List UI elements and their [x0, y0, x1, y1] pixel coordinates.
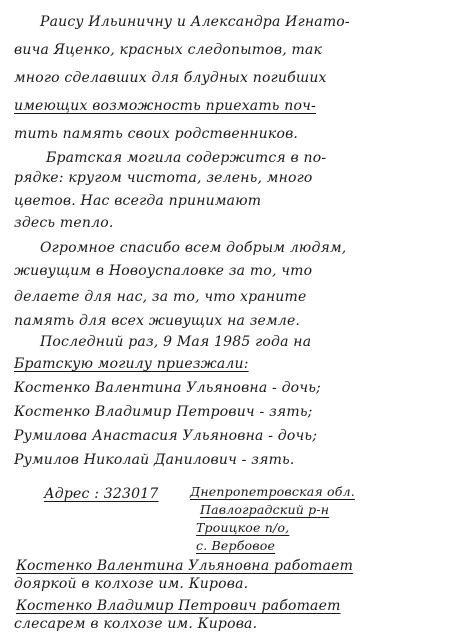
paragraph-1-line: имеющих возможность приехать поч-	[14, 98, 316, 114]
paragraph-2-line: цветов. Нас всегда принимают	[14, 193, 262, 209]
visitor-entry: Румилов Николай Данилович - зять.	[14, 452, 295, 468]
paragraph-4-line: Последний раз, 9 Мая 1985 года на	[40, 334, 312, 350]
paragraph-2-line: Братская могила содержится в по-	[46, 150, 327, 166]
visitor-entry: Костенко Владимир Петрович - зять;	[14, 404, 313, 420]
paragraph-3-line: Огромное спасибо всем добрым людям,	[40, 240, 347, 256]
address-line: Павлоградский р-н	[200, 502, 330, 517]
work-note-line: дояркой в колхозе им. Кирова.	[14, 576, 249, 592]
paragraph-1-line: вича Яценко, красных следопытов, так	[14, 42, 323, 58]
paragraph-2-line: рядке: кругом чистота, зелень, много	[14, 170, 313, 186]
work-note-line: слесарем в колхозе им. Кирова.	[14, 616, 258, 632]
paragraph-1-line: тить память своих родственников.	[14, 126, 299, 142]
paragraph-1-line: Раису Ильиничну и Александра Игнато-	[40, 14, 350, 30]
visitor-entry: Костенко Валентина Ульяновна - дочь;	[14, 380, 321, 396]
paragraph-3-line: живущим в Новоуспаловке за то, что	[14, 263, 313, 279]
address-line: Днепропетровская обл.	[190, 484, 355, 499]
paragraph-1-line: много сделавших для блудных погибших	[14, 70, 327, 86]
paragraph-4-line: Братскую могилу приезжали:	[14, 356, 249, 372]
work-note-line: Костенко Владимир Петрович работает	[16, 598, 341, 614]
work-note-line: Костенко Валентина Ульяновна работает	[16, 558, 354, 574]
visitor-entry: Румилова Анастасия Ульяновна - дочь;	[14, 428, 318, 444]
address-line: с. Вербовое	[196, 538, 276, 553]
paragraph-3-line: память для всех живущих на земле.	[14, 313, 301, 329]
paragraph-3-line: делаете для нас, за то, что храните	[14, 289, 307, 305]
address-line: Троицкое п/о,	[196, 520, 290, 535]
paragraph-2-line: здесь тепло.	[14, 215, 114, 231]
address-label: Адрес : 323017	[44, 486, 159, 502]
